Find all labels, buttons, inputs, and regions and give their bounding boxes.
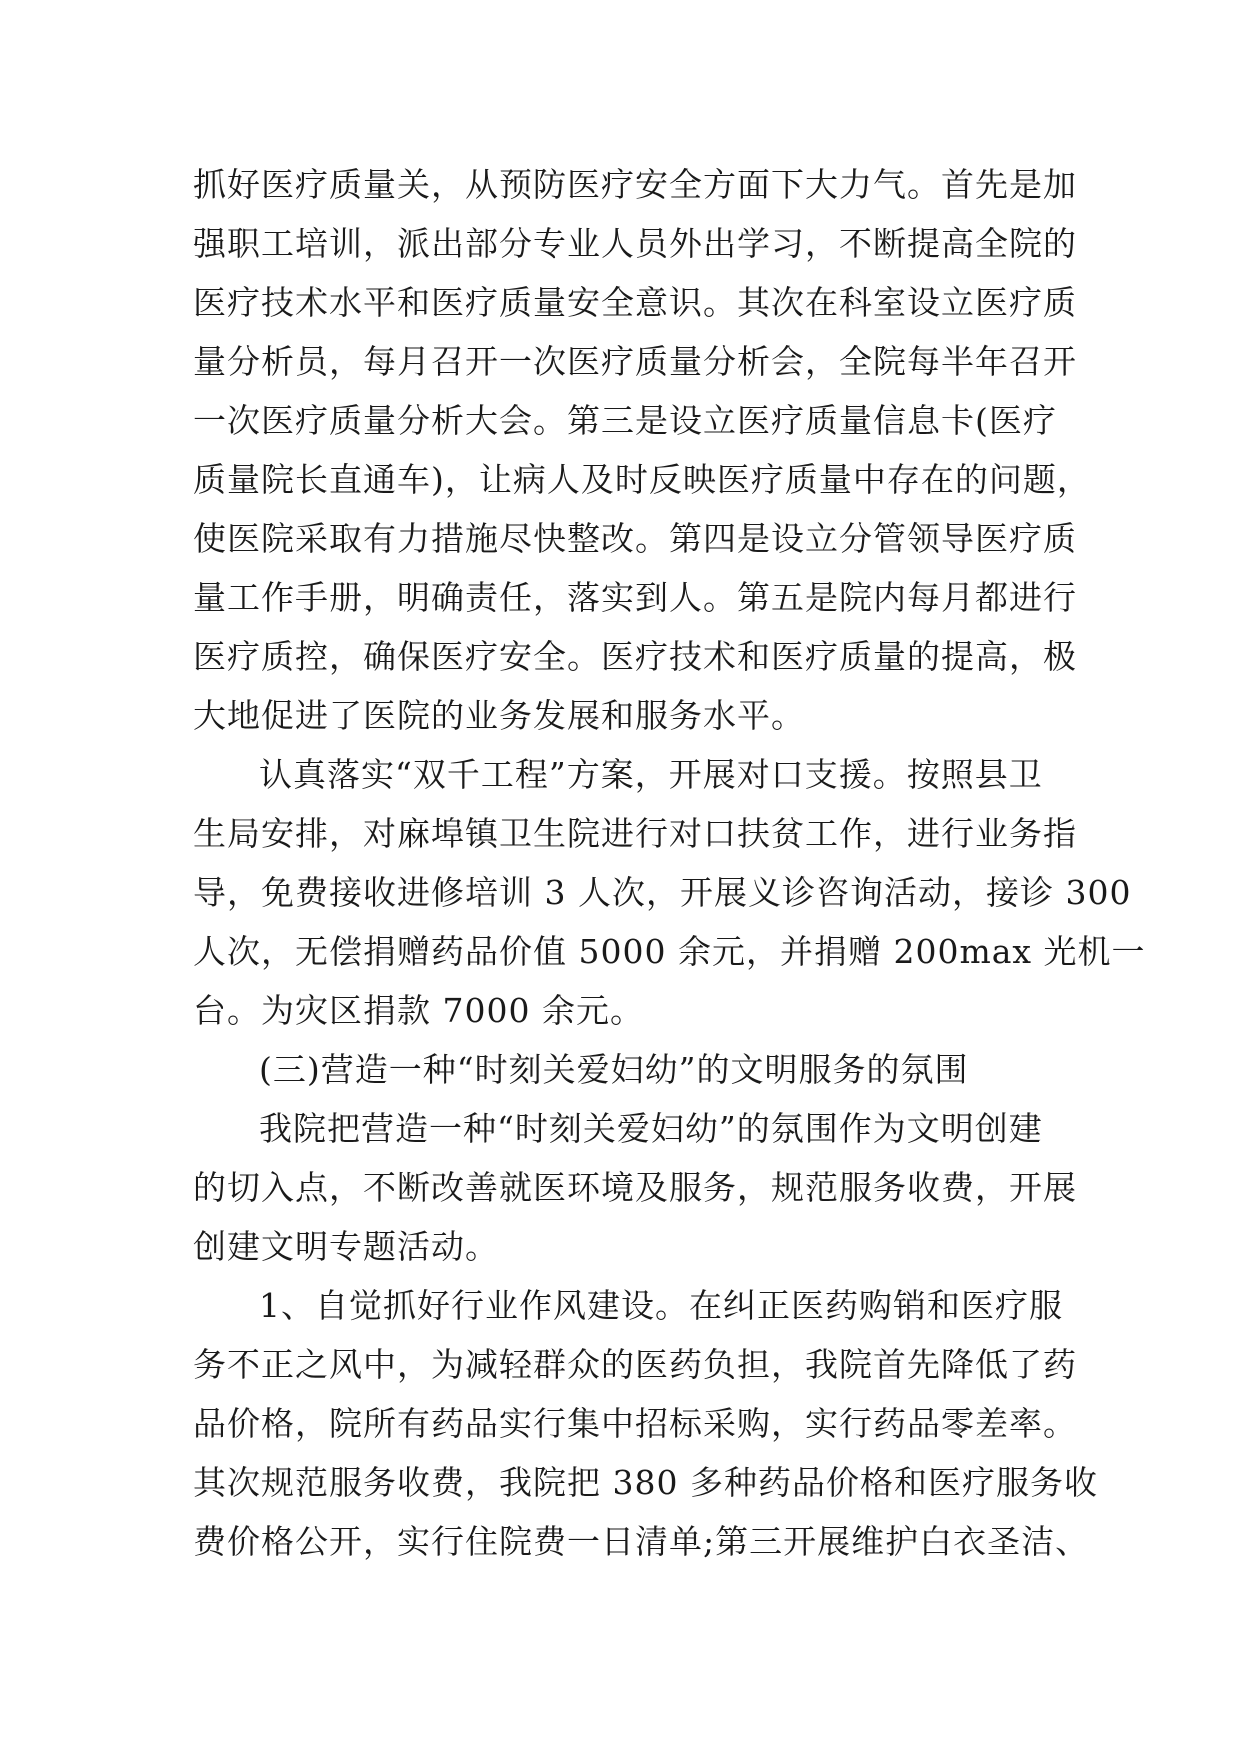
text-line: 使医院采取有力措施尽快整改。第四是设立分管领导医疗质 [193, 519, 1077, 558]
text-line: 费价格公开，实行住院费一日清单;第三开展维护白衣圣洁、 [193, 1522, 1090, 1561]
text-line: 的切入点，不断改善就医环境及服务，规范服务收费，开展 [193, 1168, 1077, 1207]
text-line: 务不正之风中，为减轻群众的医药负担，我院首先降低了药 [193, 1345, 1077, 1384]
paragraph-first-line: 我院把营造一种“时刻关爱妇幼”的氛围作为文明创建 [259, 1109, 1043, 1148]
text-line: 导，免费接收进修培训 3 人次，开展义诊咨询活动，接诊 300 [193, 873, 1132, 912]
text-line: 人次，无偿捐赠药品价值 5000 余元，并捐赠 200max 光机一 [193, 932, 1146, 971]
text-line: 量分析员，每月召开一次医疗质量分析会，全院每半年召开 [193, 342, 1077, 381]
paragraph-first-line: 1、自觉抓好行业作风建设。在纠正医药购销和医疗服 [259, 1286, 1063, 1325]
text-line: 抓好医疗质量关，从预防医疗安全方面下大力气。首先是加 [193, 165, 1077, 204]
text-line: 医疗质控，确保医疗安全。医疗技术和医疗质量的提高，极 [193, 637, 1077, 676]
document-body [193, 155, 1146, 1571]
text-line: 品价格，院所有药品实行集中招标采购，实行药品零差率。 [193, 1404, 1077, 1443]
text-line: 质量院长直通车)，让病人及时反映医疗质量中存在的问题， [193, 460, 1091, 499]
text-line: 医疗技术水平和医疗质量安全意识。其次在科室设立医疗质 [193, 283, 1077, 322]
text-line: 大地促进了医院的业务发展和服务水平。 [193, 696, 805, 735]
text-line: 一次医疗质量分析大会。第三是设立医疗质量信息卡(医疗 [193, 401, 1057, 440]
paragraph-first-line: 认真落实“双千工程”方案，开展对口支援。按照县卫 [259, 755, 1043, 794]
text-line: 其次规范服务收费，我院把 380 多种药品价格和医疗服务收 [193, 1463, 1098, 1502]
text-line: 强职工培训，派出部分专业人员外出学习，不断提高全院的 [193, 224, 1077, 263]
section-heading: (三)营造一种“时刻关爱妇幼”的文明服务的氛围 [259, 1050, 969, 1089]
text-line: 量工作手册，明确责任，落实到人。第五是院内每月都进行 [193, 578, 1077, 617]
text-line: 创建文明专题活动。 [193, 1227, 499, 1266]
text-line: 生局安排，对麻埠镇卫生院进行对口扶贫工作，进行业务指 [193, 814, 1077, 853]
text-line: 台。为灾区捐款 7000 余元。 [193, 991, 644, 1030]
